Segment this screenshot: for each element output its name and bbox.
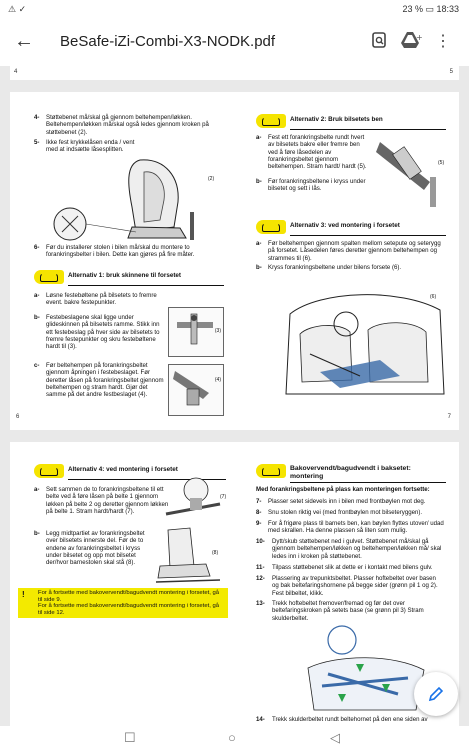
warning-icon: ! [22,590,25,599]
car-seat-icon [34,270,64,284]
divider [68,285,224,286]
recents-square-icon[interactable]: ☐ [124,730,136,745]
page-number: 4 [14,69,18,75]
page-number: 6 [16,414,20,420]
illustration-fig-4: (4) [168,364,224,416]
divider [290,482,446,483]
warning-box [18,588,228,618]
back-arrow-icon[interactable]: ← [14,30,34,52]
warning-text-1: For å fortsette med bakovervendt/bagudvendt montering i forsetet, gå til side 9. [38,590,220,603]
status-bar [0,0,469,20]
illustration-seat-support-leg [40,152,220,247]
edit-fab-button[interactable] [414,672,458,716]
illustration-fig-8-seat: (8) [150,526,230,588]
status-left: ⚠ ✓ [8,4,27,14]
alternative-4-header: Alternativ 4: ved montering i forsetet [34,464,226,478]
status-right: 23 % ▭ 18:33 [402,4,459,14]
more-options-icon[interactable]: ⋮ [435,33,451,50]
document-title: BeSafe-iZi-Combi-X3-NODK.pdf [60,33,276,50]
svg-text:+: + [416,33,423,42]
pdf-page-top-strip [10,66,459,80]
warning-text-2: For å fortsette med bakovervendt/bagudvendt montering i forsetet, gå til side 12. [38,603,220,616]
pencil-icon [427,685,445,703]
car-seat-icon [256,220,286,234]
car-seat-icon [34,464,64,478]
pdf-page-spread-8-9: Alternativ 4: ved montering i forsetet a- Sett sammen de to forankringsbeltene til ett belte ved å føre låsen på belte 1 gjennom løkken på belte 2 og deretter gjennom løkken på belte 1. Stram hardt/hardt (7). b- Legg midtpartiet av forankringsbeltet over bilsetets innerste del. Før de to endene av forankringsbeltet i kryss under bilsetet og opp mot bilsetet der/hvor barnestolen skal stå (8). (7) (8) ! For å fortsette med bakovervendt/bagudvendt montering i forsetet, gå til side 9. For å fortsette med bakovervendt/bagudvendt montering i forsetet, gå til side 12. Bakovervendt/bagudvendt i baksetet: montering Med forankringsbeltene på plass kan monteringen fortsette: 7- Plasser setet sidevels inn i bilen med frontbøylen mot deg. 8- Snu stolen riktig vei (med frontbøylen mot bilseteryggen). 9- For å frigøre plass til barnets ben, kan bøylen flyttes utover/ udad med skrallen. Ha denne plassen så liten som mulig. 10- Dytt/skub støttebenet ned i gulvet. Støttebenet må/skal gå gjennom beltehempen/løkken og beltehempen/løkken må/ skal ledes inn i kroken på støttebenet. 11- Tilpass støttebenet slik at dette er i kontakt med bilens gulv. 12- Plassering av trepunktsbeltet. Plasser hoftebeltet over basen og bak beltefaringshornene på begge sider (grønn pil 1 og 2). Fest bilbeltet, klikk. 13- Trekk hoftebeltet fremover/fremad og før det over beltefaringskroken på setets base (se grønn pil 3) Stram skulderbeltet. 14- Trekk skulderbeltet rundt beltehornet på den ene siden av [10,442,459,726]
page-number: 5 [449,69,453,75]
search-document-icon[interactable] [368,31,390,53]
illustration-fig-5: (5) [370,122,452,212]
car-seat-icon [256,464,286,478]
pdf-page-spread-6-7: 4- Støttebenet må/skal gå gjennom beltehempen/løkken. Beltehempen/løkken må/skal også ledes gjennom kroken på støttebenet (2). 5- Ikke fest krykkelåsen enda / vent med at indsætte låsesplitten. (2) 6- Før du installerer stolen i bilen må/skal du montere to forankringsbelter i bilen. Dette kan gjøres på fire måter. Alternativ 1: bruk skinnene til forsetet a- Løsne festebøltene på bilsetets to fremre event. bakre festepunkter. b- Festebeslagene skal ligge under glideskinnen på bilsetets ramme. Stikk inn ett festebeslag på hver side av bilsetets to fremre festepunkter og skru festebøltene hardt til (3). c- Før beltehempen på forankringsbeltet gjennom åpningen i festebeslaget. Før deretter låsen på forankringsbeltet gjennom beltehempen og stram hardt. Gjør det samme på det andre festbeslaget (4). (3) (4) 6 Alternativ 2: Bruk bilsetets ben a- Fest ett forankringsbelte rundt hvert av bilsetets bakre eller fremre ben ved å føre låsedelen av forankringsbeltet gjennom beltehempen. Stram hardt/ hardt (5). b- Før forankringsbeltene i kryss under bilsetet og sett i lås. (5) Alternativ 3: ved montering i forsetet a- Før beltehempen gjennom spalten mellom setepute og seterygg på forsetet. Låsedelen føres deretter gjennom beltehempen og strammes til (6). b- Kryss forankringsbeltene under bilens forsete (6). (6) 7 [10,92,459,430]
illustration-fig-6-car-interior: (6) [280,284,450,402]
rear-subtitle: Med forankringsbeltene på plass kan monteringen fortsette: [256,486,430,493]
alternative-3-header: Alternativ 3: ved montering i forsetet [256,220,446,234]
page-number: 7 [447,414,451,420]
home-circle-icon[interactable]: ○ [228,730,236,745]
system-navigation-bar [0,726,469,750]
figure-label: (2) [208,176,215,182]
divider [290,235,446,236]
app-bar [0,20,469,66]
add-to-drive-icon[interactable] [400,31,422,53]
car-seat-icon [256,114,286,128]
alternative-1-header: Alternativ 1: bruk skinnene til forsetet [34,270,224,284]
rear-facing-header: Bakovervendt/bagudvendt i baksetet: montering [256,464,446,478]
illustration-rear-facing-install [298,624,432,714]
illustration-fig-3: (3) [168,307,224,357]
alternative-2-header: Alternativ 2: Bruk bilsetets ben [256,114,446,128]
back-triangle-icon[interactable]: ◁ [330,730,340,745]
illustration-fig-7: (7) [160,474,230,522]
